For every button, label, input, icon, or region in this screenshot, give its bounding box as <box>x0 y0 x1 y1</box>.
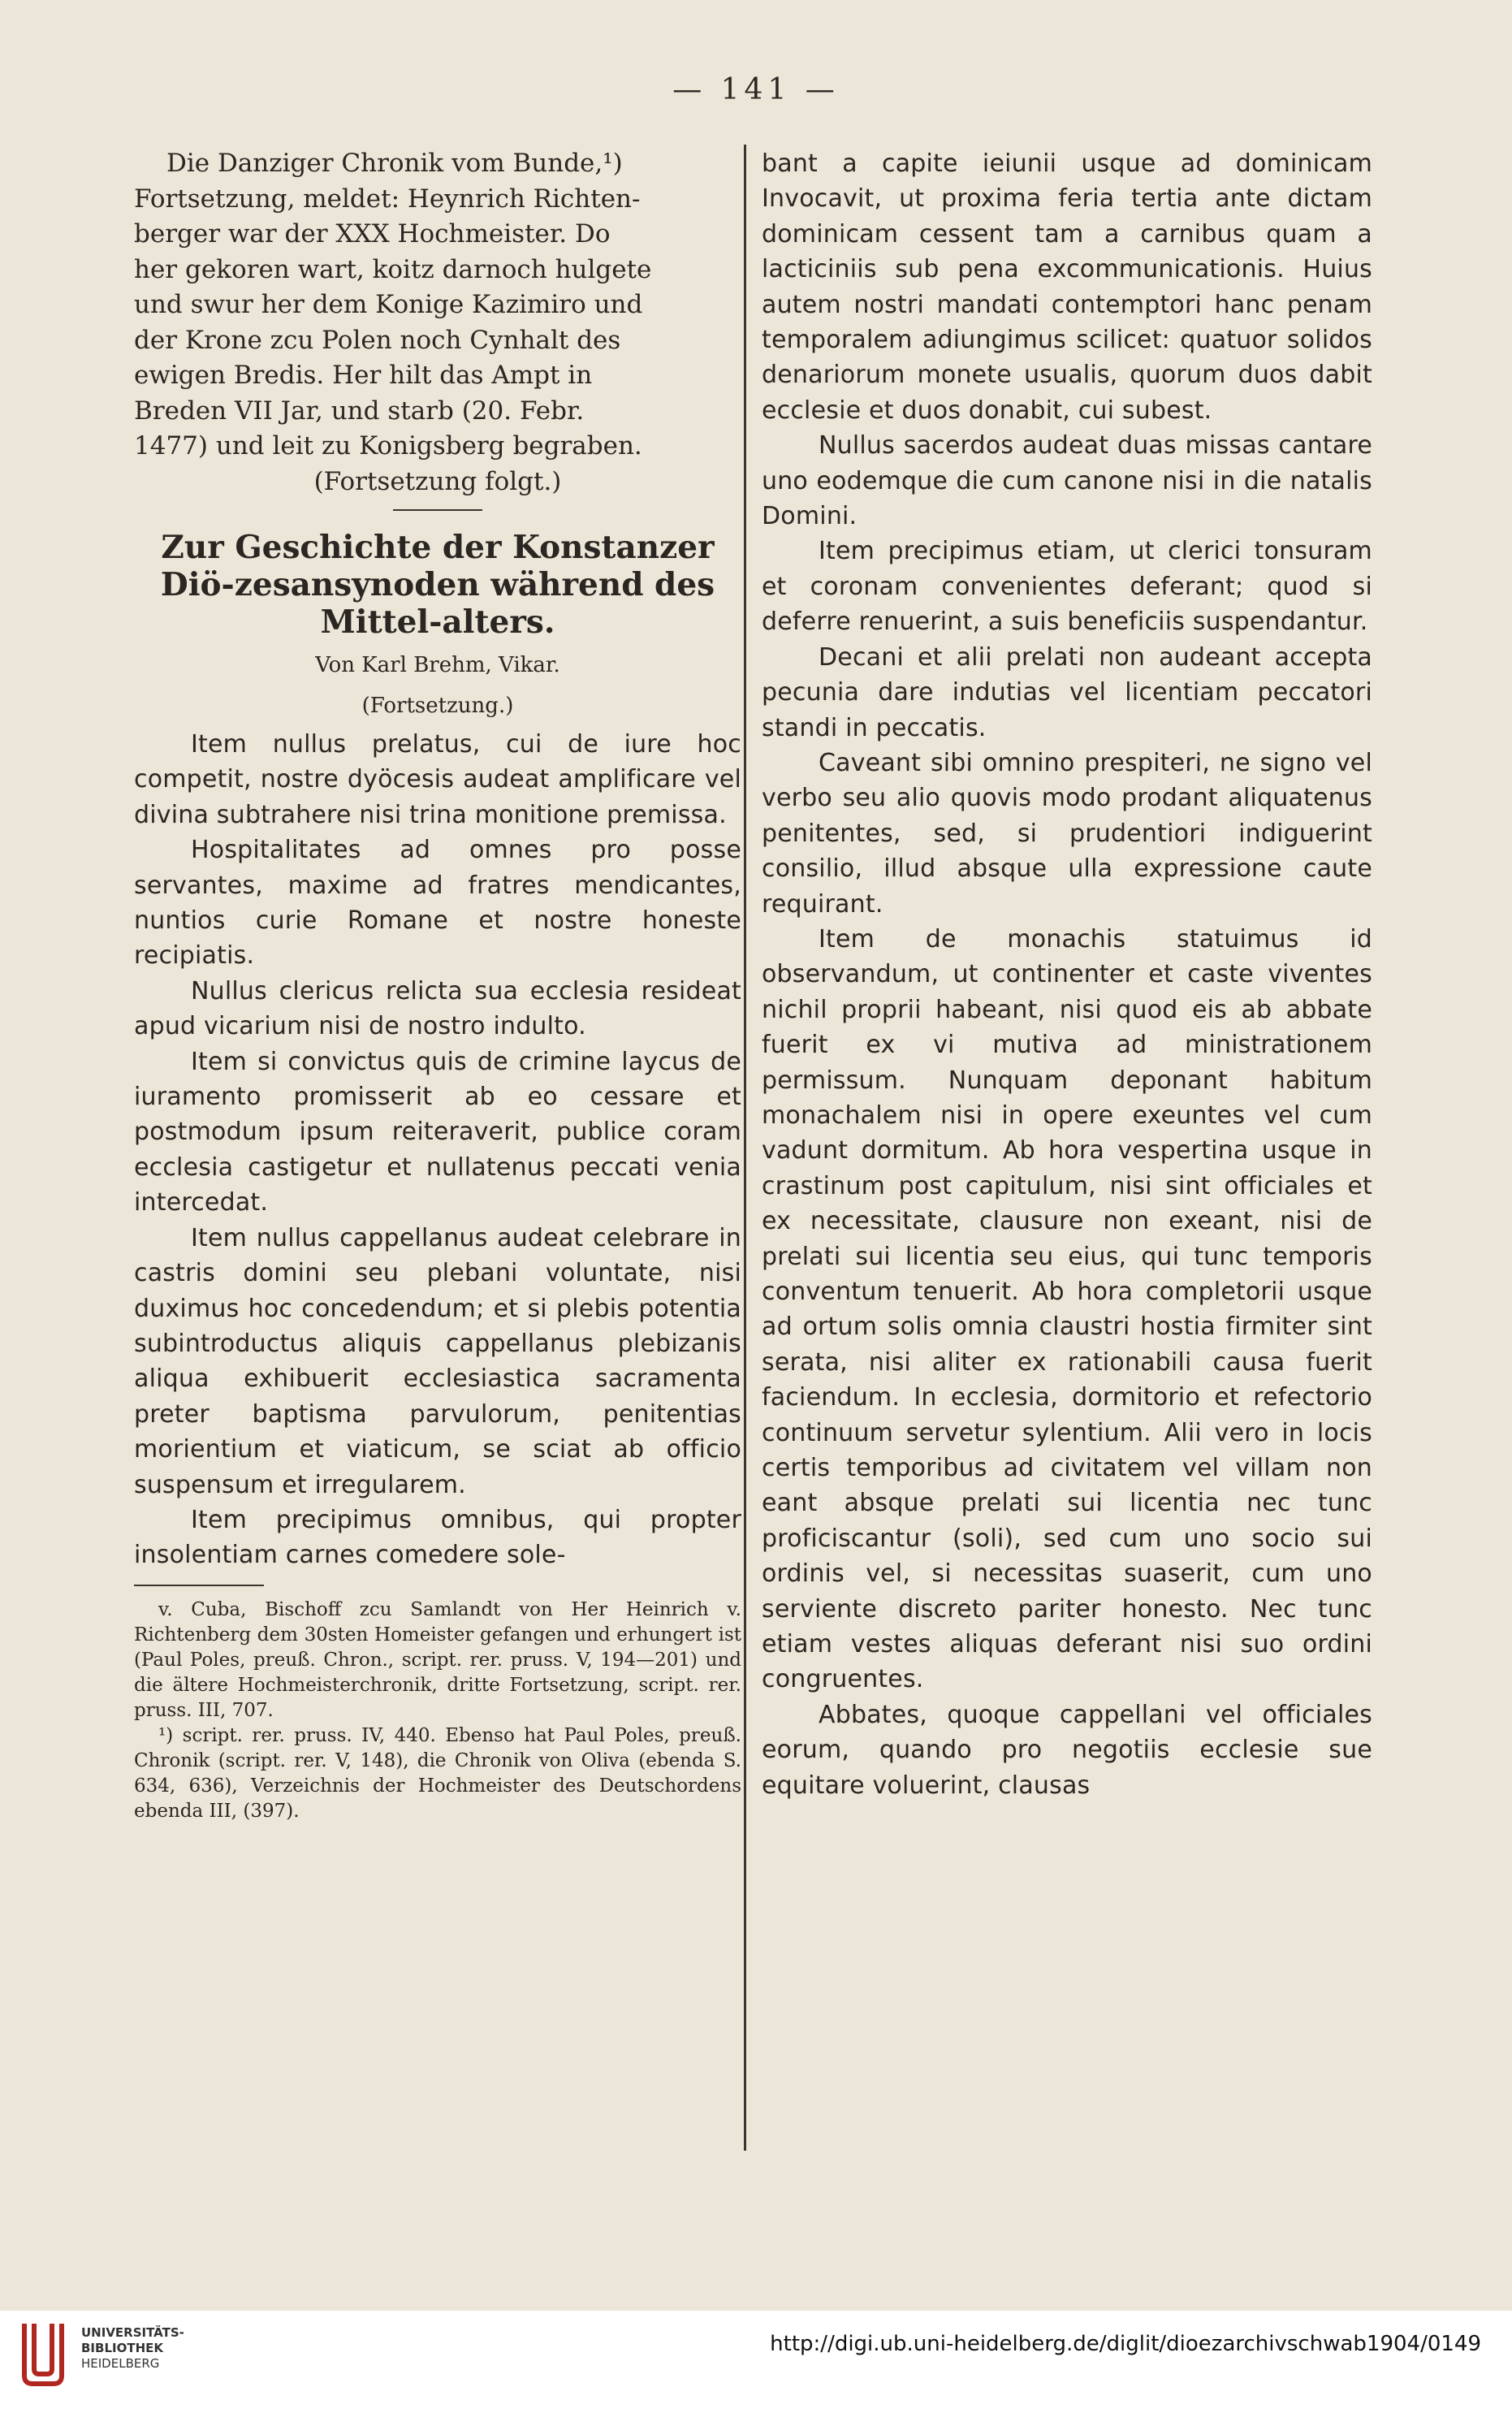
column-divider <box>744 145 746 2151</box>
page-number: — 141 — <box>672 73 840 106</box>
footnote-rule <box>134 1585 264 1586</box>
article-heading: Zur Geschichte der Konstanzer Diö-zesansynoden während des Mittel-alters. <box>160 529 715 641</box>
right-column <box>762 146 1372 1803</box>
left-column <box>134 146 741 1824</box>
logo-text <box>81 2325 184 2372</box>
latin-text-left <box>134 727 741 1573</box>
paragraph: Item precipimus omnibus, qui propter insolentiam carnes comedere sole- <box>134 1505 741 1570</box>
paragraph: Caveant sibi omnino prespiteri, ne signo vel verbo seu alio quovis modo prodant aliquatenus penitentes, sed, si prudentiori indiguerint consilio, illud absque ulla expressione caute requirant. <box>762 748 1372 919</box>
chronicle-line: berger war der XXX Hochmeister. Do <box>134 219 611 249</box>
university-library-logo-icon <box>18 2319 68 2387</box>
section-rule <box>393 509 482 511</box>
article-author: Von Karl Brehm, Vikar. <box>315 653 560 677</box>
footnote: ¹) script. rer. pruss. IV, 440. Ebenso hat Paul Poles, preuß. Chronik (script. rer. V, 148), die Chronik von Oliva (ebenda S. 634, 636), Verzeichnis der Hochmeister des Deutschordens ebenda III, (397). <box>134 1724 741 1822</box>
chronicle-line: Fortsetzung, meldet: Heynrich Richten- <box>134 184 641 214</box>
latin-text-right <box>762 146 1372 1803</box>
logo-line: BIBLIOTHEK <box>81 2341 163 2355</box>
paragraph: Decani et alii prelati non audeant accepta pecunia dare indutias vel licentiam peccatori standi in peccatis. <box>762 642 1372 742</box>
footnotes <box>134 1598 741 1824</box>
paragraph: Item si convictus quis de crimine laycus de iuramento promisserit ab eo cessare et postmodum ipsum reiteraverit, publice coram ecclesia castigetur et nullatenus peccati venia intercedat. <box>134 1047 741 1217</box>
chronicle-line: Breden VII Jar, und starb (20. Febr. <box>134 396 585 426</box>
paragraph: Hospitalitates ad omnes pro posse servantes, maxime ad fratres mendicantes, nuntios curie Romane et nostre honeste recipiatis. <box>134 836 741 971</box>
chronicle-line: der Krone zcu Polen noch Cynhalt des <box>134 325 621 355</box>
footer-band <box>0 2311 1512 2413</box>
paragraph: Item nullus prelatus, cui de iure hoc competit, nostre dyöcesis audeat amplificare vel divina subtrahere nisi trina monitione premissa. <box>134 730 741 829</box>
paragraph: Item nullus cappellanus audeat celebrare in castris domini seu plebani voluntate, nisi duximus hoc concedendum; et si plebis potentia subintroductus aliquis cappellanus plebizanis aliqua exhibuerit ecclesiastica sacramenta preter baptisma parvulorum, penitentias morientium et viaticum, se sciat ab officio suspensum et irregularem. <box>134 1223 741 1499</box>
chronicle-line: 1477) und leit zu Konigsberg begraben. <box>134 431 642 461</box>
to-be-continued: (Fortsetzung folgt.) <box>313 466 562 496</box>
footnote: v. Cuba, Bischoff zcu Samlandt von Her Heinrich v. Richtenberg dem 30sten Homeister gefangen und erhungert ist (Paul Poles, preuß. Chron., script. rer. pruss. V, 194—201) und die ältere Hochmeisterchronik, dritte Fortsetzung, script. rer. pruss. III, 707. <box>134 1598 741 1721</box>
chronicle-paragraph <box>134 146 741 499</box>
chronicle-line: ewigen Bredis. Her hilt das Ampt in <box>134 361 593 390</box>
paragraph: Nullus sacerdos audeat duas missas cantare uno eodemque die cum canone nisi in die natalis Domini. <box>762 431 1372 531</box>
paragraph: Abbates, quoque cappellani vel officiales eorum, quando pro negotiis ecclesie sue equitare voluerint, clausas <box>762 1700 1372 1800</box>
chronicle-line: her gekoren wart, koitz darnoch hulgete <box>134 254 652 284</box>
logo-line: HEIDELBERG <box>81 2356 160 2371</box>
chronicle-line: Die Danziger Chronik vom Bunde,¹) <box>166 149 623 178</box>
paragraph: Item de monachis statuimus id observandum, ut continenter et caste viventes nichil proprii habeant, nisi quod eis ab abbate fuerit ex vi mutiva ad ministrationem permissum. Nunquam deponant habitum monachalem nisi in opere exeuntes vel cum vadunt dormitum. Ab hora vespertina usque in crastinum post capitulum, nisi sint officiales et ex necessitate, clausure non exeant, nisi de prelati sui licentia seu eius, qui tunc temporis conventum tenuerit. Ab hora completorii usque ad ortum solis omnia claustri hostia firmiter sint serata, nisi aliter ex rationabili causa fuerit faciendum. In ecclesia, dormitorio et refectorio continuum servetur sylentium. Alii vero in locis certis temporibus ad civitatem vel villam non eant absque prelati sui licentia nec tunc proficiscantur (soli), sed cum uno socio sui ordinis vel, si necessitas suaserit, cum uno serviente discreto pariter honesto. Nec tunc etiam vestes aliquas deferant nisi suo ordini congruentes. <box>762 924 1372 1694</box>
paragraph: Nullus clericus relicta sua ecclesia resideat apud vicarium nisi de nostro indulto. <box>134 976 741 1041</box>
chronicle-line: und swur her dem Konige Kazimiro und <box>134 290 643 319</box>
source-url-link[interactable]: http://digi.ub.uni-heidelberg.de/diglit/dioezarchivschwab1904/0149 <box>770 2332 1481 2356</box>
continuation-note: (Fortsetzung.) <box>361 694 514 718</box>
paragraph: bant a capite ieiunii usque ad dominicam Invocavit, ut proxima feria tertia ante dictam dominicam cessent tam a carnibus quam a lacticiniis sub pena excommunicationis. Huius autem nostri mandati contemptori hanc penam temporalem adiungimus scilicet: quatuor solidos denariorum monete usualis, quorum duos dabit ecclesie et duos donabit, cui subest. <box>762 149 1372 425</box>
paragraph: Item precipimus etiam, ut clerici tonsuram et coronam convenientes deferant; quod si deferre renuerint, a suis beneficiis suspendantur. <box>762 537 1372 637</box>
logo-line: UNIVERSITÄTS- <box>81 2325 184 2340</box>
